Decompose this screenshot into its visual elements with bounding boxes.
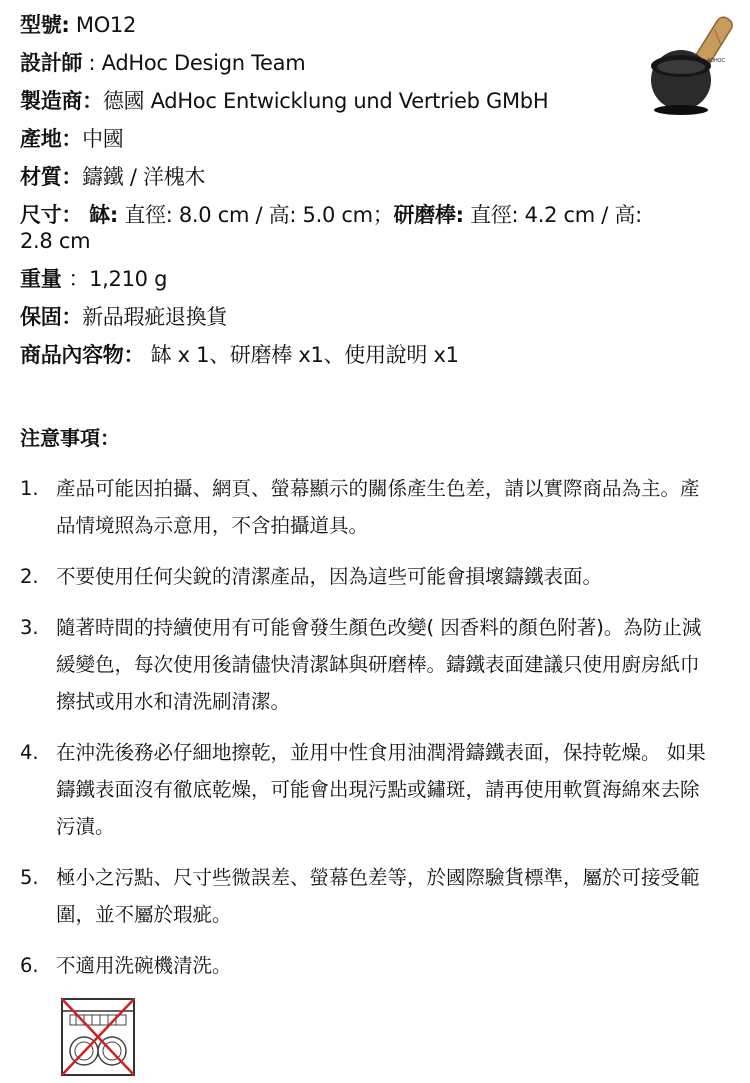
- mortar-pestle-image: [645, 10, 745, 120]
- no-dishwasher-icon: [58, 997, 138, 1077]
- notice-item: 1. 產品可能因拍攝、網頁、螢幕顯示的關係產生色差，請以實際商品為主。產品情境照為示意用，不含拍攝道具。: [20, 477, 700, 537]
- spec-model: 型號: MO12: [20, 13, 137, 37]
- notice-title: 注意事項：: [20, 426, 120, 450]
- spec-manufacturer: 製造商：德國 AdHoc Entwicklung und Vertrieb GMbH: [20, 89, 549, 113]
- spec-material: 材質：鑄鐵 / 洋槐木: [20, 165, 206, 189]
- notice-item: 5. 極小之污點、尺寸些微誤差、螢幕色差等，於國際驗貨標準，屬於可接受範圍，並不屬於瑕疵。: [20, 866, 700, 926]
- notice-item: 3. 隨著時間的持續使用有可能會發生顏色改變( 因香料的顏色附著)。為防止減緩變色，每次使用後請儘快清潔缽與研磨棒。鑄鐵表面建議只使用廚房紙巾擦拭或用水和清洗刷清潔。: [20, 616, 702, 713]
- spec-weight: 重量 ：1,210 g: [20, 267, 168, 291]
- notice-item: 4. 在沖洗後務必仔細地擦乾，並用中性食用油潤滑鑄鐵表面，保持乾燥。 如果鑄鐵表面沒有徹底乾燥，可能會出現污點或鏽斑，請再使用軟質海綿來去除污漬。: [20, 741, 706, 838]
- spec-origin: 產地：中國: [20, 127, 124, 151]
- spec-designer: 設計師 : AdHoc Design Team: [20, 51, 306, 75]
- spec-dimensions: 尺寸： 缽: 直徑: 8.0 cm / 高: 5.0 cm；研磨棒: 直徑: 4.2 cm / 高: 2.8 cm: [20, 203, 642, 253]
- spec-contents: 商品內容物： 缽 x 1、研磨棒 x1、使用說明 x1: [20, 343, 459, 367]
- spec-warranty: 保固：新品瑕疵退換貨: [20, 305, 228, 329]
- notice-list: [20, 470, 710, 998]
- notice-item: 2. 不要使用任何尖銳的清潔產品，因為這些可能會損壞鑄鐵表面。: [20, 565, 603, 588]
- spec-list: [20, 12, 670, 380]
- notice-item: 6. 不適用洗碗機清洗。: [20, 954, 232, 977]
- product-logo: ADHOC: [707, 58, 726, 64]
